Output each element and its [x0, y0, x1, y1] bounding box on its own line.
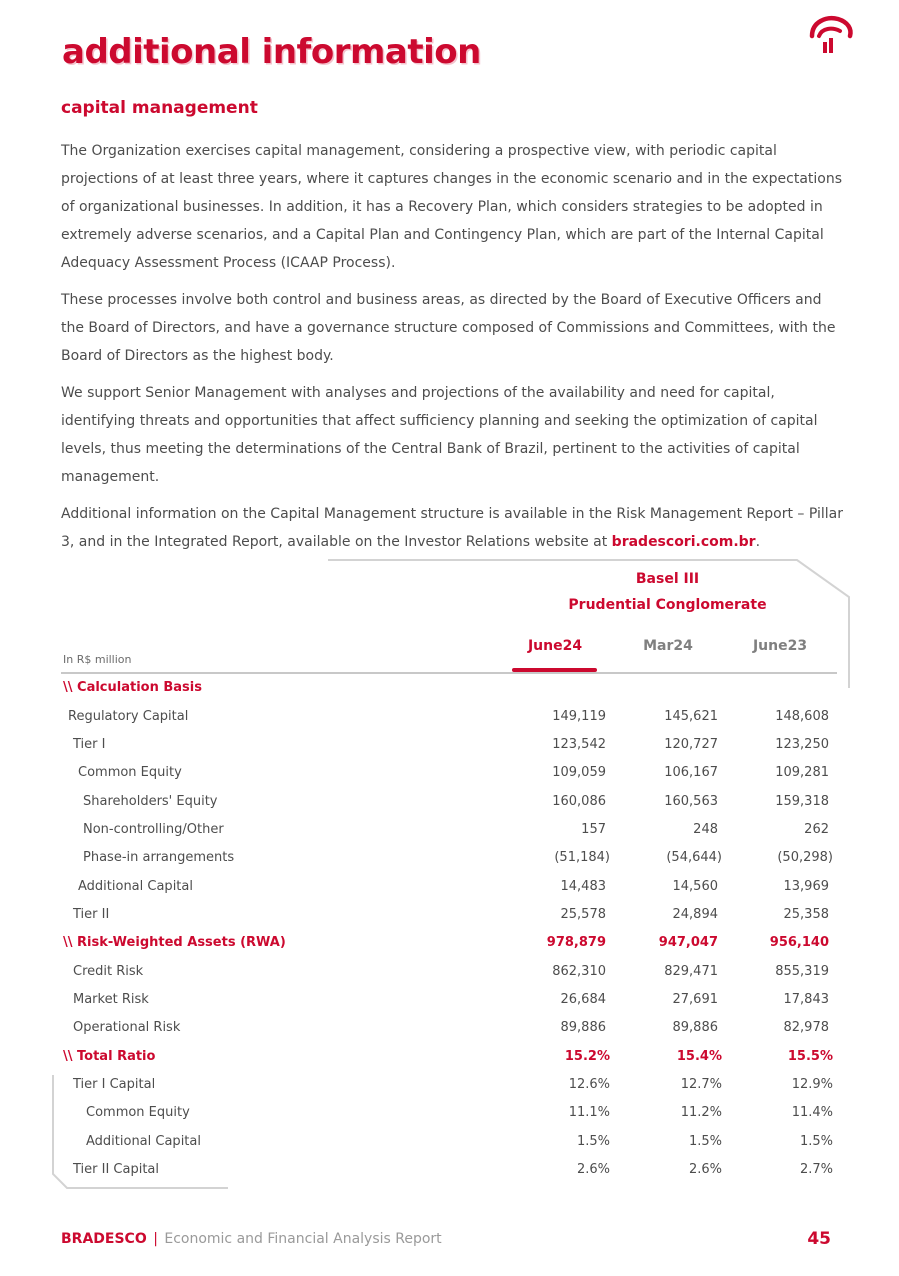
- paragraph: These processes involve both control and business areas, as directed by the Board of Executive Officers and the Board of Directors, and have a governance structure composed of Commissions and Committees, with the Board of Directors as the highest body.: [61, 292, 836, 364]
- cell-june23: 17,843: [783, 992, 829, 1007]
- cell-june23: 15.5%: [787, 1049, 833, 1064]
- cell-mar24: 145,621: [664, 709, 718, 724]
- column-header-june23: June23: [752, 638, 808, 654]
- table-row: [61, 815, 851, 843]
- column-header-mar24: Mar24: [643, 638, 693, 654]
- cell-june23: 11.4%: [791, 1105, 833, 1120]
- table-row: [61, 673, 851, 701]
- unit-label: In R$ million: [63, 653, 132, 666]
- cell-june24: 11.1%: [568, 1105, 610, 1120]
- footer: [61, 1231, 442, 1247]
- paragraph: We support Senior Management with analyses and projections of the availability and need for capital, identifying threats and opportunities that affect sufficiency planning and seeking the optimization of capital levels, thus meeting the determinations of the Central Bank of Brazil, pertinent to the activities of capital management.: [61, 385, 818, 485]
- cell-june24: 109,059: [552, 765, 606, 780]
- cell-june23: 109,281: [775, 765, 829, 780]
- cell-mar24: 160,563: [664, 794, 718, 809]
- cell-mar24: 89,886: [672, 1020, 718, 1035]
- cell-june24: 14,483: [560, 879, 606, 894]
- cell-mar24: 24,894: [672, 907, 718, 922]
- cell-june23: 148,608: [775, 709, 829, 724]
- row-label: Shareholders' Equity: [83, 794, 218, 809]
- row-label: Additional Capital: [78, 879, 193, 894]
- cell-june24: 15.2%: [564, 1049, 610, 1064]
- table-row: [61, 1155, 851, 1183]
- row-label: Tier II Capital: [73, 1162, 160, 1177]
- paragraph-text: Additional information on the Capital Management structure is available in the Risk Management Report – Pillar 3, and in the Integrated Report, available on the Investor Relations website at: [61, 506, 843, 550]
- cell-mar24: 15.4%: [676, 1049, 722, 1064]
- cell-june23: (50,298): [777, 850, 833, 865]
- table-row: [61, 957, 851, 985]
- page-title: additional information: [62, 32, 481, 72]
- cell-june23: 82,978: [783, 1020, 829, 1035]
- cell-june24: 157: [581, 822, 606, 837]
- row-label: Additional Capital: [86, 1134, 201, 1149]
- table-header-conglomerate: Prudential Conglomerate: [568, 597, 767, 613]
- row-label: Market Risk: [73, 992, 149, 1007]
- section-title: capital management: [61, 98, 258, 118]
- paragraph-end: .: [755, 534, 761, 550]
- row-label: Tier I Capital: [73, 1077, 156, 1092]
- footer-brand: BRADESCO: [61, 1231, 147, 1247]
- row-label: \\ Calculation Basis: [63, 680, 202, 695]
- cell-june24: 160,086: [552, 794, 606, 809]
- cell-june23: 123,250: [775, 737, 829, 752]
- cell-june23: 956,140: [769, 935, 829, 950]
- table-row: [61, 843, 851, 871]
- cell-mar24: 829,471: [664, 964, 718, 979]
- row-label: Common Equity: [86, 1105, 190, 1120]
- table-row: [61, 1042, 851, 1070]
- cell-june24: 149,119: [552, 709, 606, 724]
- table-row: [61, 1098, 851, 1126]
- cell-june24: (51,184): [554, 850, 610, 865]
- cell-mar24: 14,560: [672, 879, 718, 894]
- cell-june24: 1.5%: [576, 1134, 610, 1149]
- cell-june24: 12.6%: [568, 1077, 610, 1092]
- cell-mar24: 27,691: [672, 992, 718, 1007]
- cell-june24: 26,684: [560, 992, 606, 1007]
- row-label: \\ Total Ratio: [63, 1049, 156, 1064]
- row-label: Regulatory Capital: [68, 709, 189, 724]
- cell-june24: 862,310: [552, 964, 606, 979]
- cell-mar24: 947,047: [658, 935, 718, 950]
- footer-report-title: Economic and Financial Analysis Report: [164, 1231, 442, 1247]
- table-row: [61, 787, 851, 815]
- row-label: Phase-in arrangements: [83, 850, 235, 865]
- cell-mar24: 248: [693, 822, 718, 837]
- investor-relations-link[interactable]: bradescori.com.br: [611, 534, 756, 550]
- page-number: 45: [807, 1229, 831, 1249]
- cell-june23: 1.5%: [799, 1134, 833, 1149]
- row-label: Tier II: [73, 907, 110, 922]
- cell-june24: 89,886: [560, 1020, 606, 1035]
- row-label: Tier I: [73, 737, 106, 752]
- table-row: [61, 900, 851, 928]
- column-header-june24: June24: [527, 638, 583, 654]
- table-row: [61, 702, 851, 730]
- table-row: [61, 1013, 851, 1041]
- cell-june23: 855,319: [775, 964, 829, 979]
- row-label: Operational Risk: [73, 1020, 181, 1035]
- cell-mar24: 12.7%: [680, 1077, 722, 1092]
- cell-june23: 159,318: [775, 794, 829, 809]
- cell-june24: 123,542: [552, 737, 606, 752]
- cell-mar24: 11.2%: [680, 1105, 722, 1120]
- table-row: [61, 1127, 851, 1155]
- cell-mar24: 2.6%: [688, 1162, 722, 1177]
- row-label: Common Equity: [78, 765, 182, 780]
- table-row: [61, 985, 851, 1013]
- cell-mar24: (54,644): [666, 850, 722, 865]
- cell-june23: 12.9%: [791, 1077, 833, 1092]
- cell-june24: 25,578: [560, 907, 606, 922]
- cell-june23: 25,358: [783, 907, 829, 922]
- table-row: [61, 758, 851, 786]
- cell-mar24: 120,727: [664, 737, 718, 752]
- cell-mar24: 1.5%: [688, 1134, 722, 1149]
- table-row: [61, 1070, 851, 1098]
- paragraph: The Organization exercises capital management, considering a prospective view, with periodic capital projections of at least three years, where it captures changes in the economic scenario and in the expectations of organizational businesses. In addition, it has a Recovery Plan, which considers strategies to be adopted in extremely adverse scenarios, and a Capital Plan and Contingency Plan, which are part of the Internal Capital Adequacy Assessment Process (ICAAP Process).: [61, 143, 843, 271]
- row-label: \\ Risk-Weighted Assets (RWA): [63, 935, 286, 950]
- footer-separator: |: [153, 1231, 158, 1247]
- table-row: [61, 928, 851, 956]
- cell-june23: 262: [804, 822, 829, 837]
- cell-mar24: 106,167: [664, 765, 718, 780]
- cell-june23: 2.7%: [799, 1162, 833, 1177]
- cell-june23: 13,969: [783, 879, 829, 894]
- row-label: Credit Risk: [73, 964, 144, 979]
- table-header-basel: Basel III: [635, 571, 700, 587]
- cell-june24: 2.6%: [576, 1162, 610, 1177]
- row-label: Non-controlling/Other: [83, 822, 224, 837]
- cell-june24: 978,879: [546, 935, 606, 950]
- table-row: [61, 872, 851, 900]
- table-row: [61, 730, 851, 758]
